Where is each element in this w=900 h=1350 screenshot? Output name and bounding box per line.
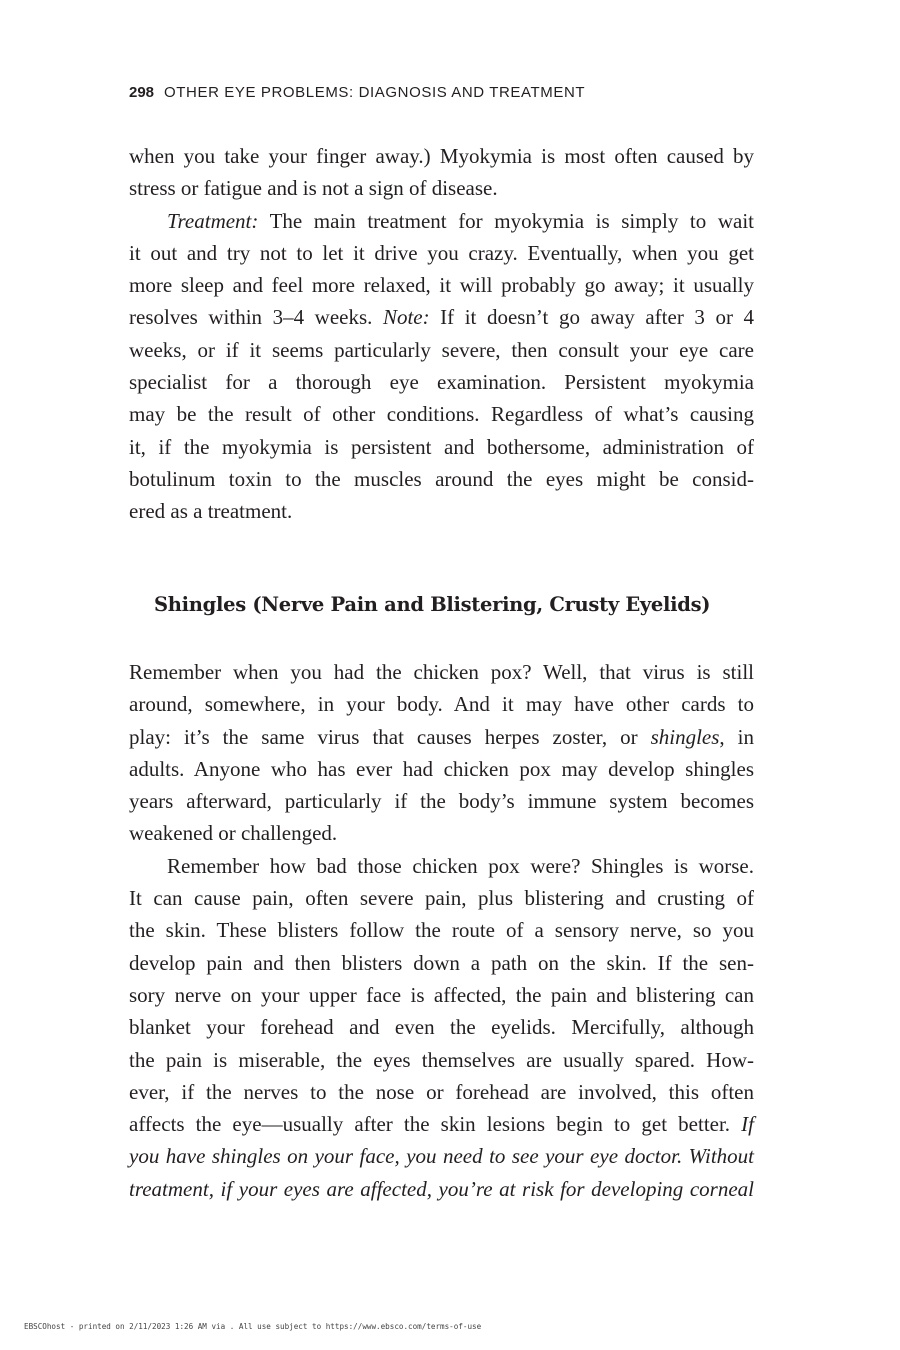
text-line: treatment, if your eyes are affected, you’re at risk for developing corneal xyxy=(129,1176,754,1201)
text-line: specialist for a thorough eye examination. Persistent myokymia xyxy=(129,370,754,395)
treatment-label: Treatment: xyxy=(167,208,259,233)
body-text-block-2 xyxy=(129,656,754,1205)
shingles-term: shingles xyxy=(650,724,720,749)
text-line: it out and try not to let it drive you crazy. Eventually, when you get xyxy=(129,240,754,265)
text-line: stress or fatigue and is not a sign of disease. xyxy=(129,176,498,201)
text-line: ered as a treatment. xyxy=(129,499,293,524)
text-line: weeks, or if it seems particularly severe, then consult your eye care xyxy=(129,337,754,362)
note-label: Note: xyxy=(382,305,430,330)
text-line: more sleep and feel more relaxed, it will probably go away; it usually xyxy=(129,273,754,298)
section-heading: Shingles (Nerve Pain and Blistering, Crusty Eyelids) xyxy=(154,593,711,616)
text-line: play: it’s the same virus that causes herpes zoster, or shingles, in xyxy=(129,724,754,749)
text-line: weakened or challenged. xyxy=(129,821,338,846)
text-line: affects the eye—usually after the skin lesions begin to get better. If xyxy=(129,1112,754,1137)
text-line: around, somewhere, in your body. And it may have other cards to xyxy=(129,692,754,717)
text-line: you have shingles on your face, you need to see your eye doctor. Without xyxy=(129,1144,754,1169)
text-line: years afterward, particularly if the body’s immune system becomes xyxy=(129,789,754,814)
text-line: Remember when you had the chicken pox? Well, that virus is still xyxy=(129,660,754,684)
running-title: OTHER EYE PROBLEMS: DIAGNOSIS AND TREATMENT xyxy=(164,84,586,101)
text-line: resolves within 3–4 weeks. Note: If it doesn’t go away after 3 or 4 xyxy=(129,305,754,330)
text-line: blanket your forehead and even the eyelids. Mercifully, although xyxy=(129,1015,754,1040)
text-line: botulinum toxin to the muscles around the eyes might be consid- xyxy=(129,466,754,491)
text-line: Remember how bad those chicken pox were? Shingles is worse. xyxy=(167,853,754,878)
text-line: develop pain and then blisters down a path on the skin. If the sen- xyxy=(129,950,754,975)
page-number: 298 xyxy=(129,84,155,101)
text-line: It can cause pain, often severe pain, plus blistering and crusting of xyxy=(129,886,754,911)
text-line: when you take your finger away.) Myokymia is most often caused by xyxy=(129,144,754,168)
text-line: it, if the myokymia is persistent and bothersome, administration of xyxy=(129,434,754,459)
footer-notice: EBSCOhost - printed on 2/11/2023 1:26 AM via . All use subject to https://www.ebsco.com/terms-of-use xyxy=(24,1322,482,1331)
text-line: ever, if the nerves to the nose or forehead are involved, this often xyxy=(129,1079,754,1104)
text-line: may be the result of other conditions. Regardless of what’s causing xyxy=(129,402,754,427)
running-head xyxy=(129,84,585,101)
text-line: Treatment: The main treatment for myokymia is simply to wait xyxy=(167,208,754,233)
body-text-block-1 xyxy=(129,140,754,528)
text-line: sory nerve on your upper face is affected, the pain and blistering can xyxy=(129,982,754,1007)
text-line: the skin. These blisters follow the route of a sensory nerve, so you xyxy=(129,918,754,943)
text-line: adults. Anyone who has ever had chicken pox may develop shingles xyxy=(129,756,754,781)
text-line: the pain is miserable, the eyes themselves are usually spared. How- xyxy=(129,1047,754,1072)
